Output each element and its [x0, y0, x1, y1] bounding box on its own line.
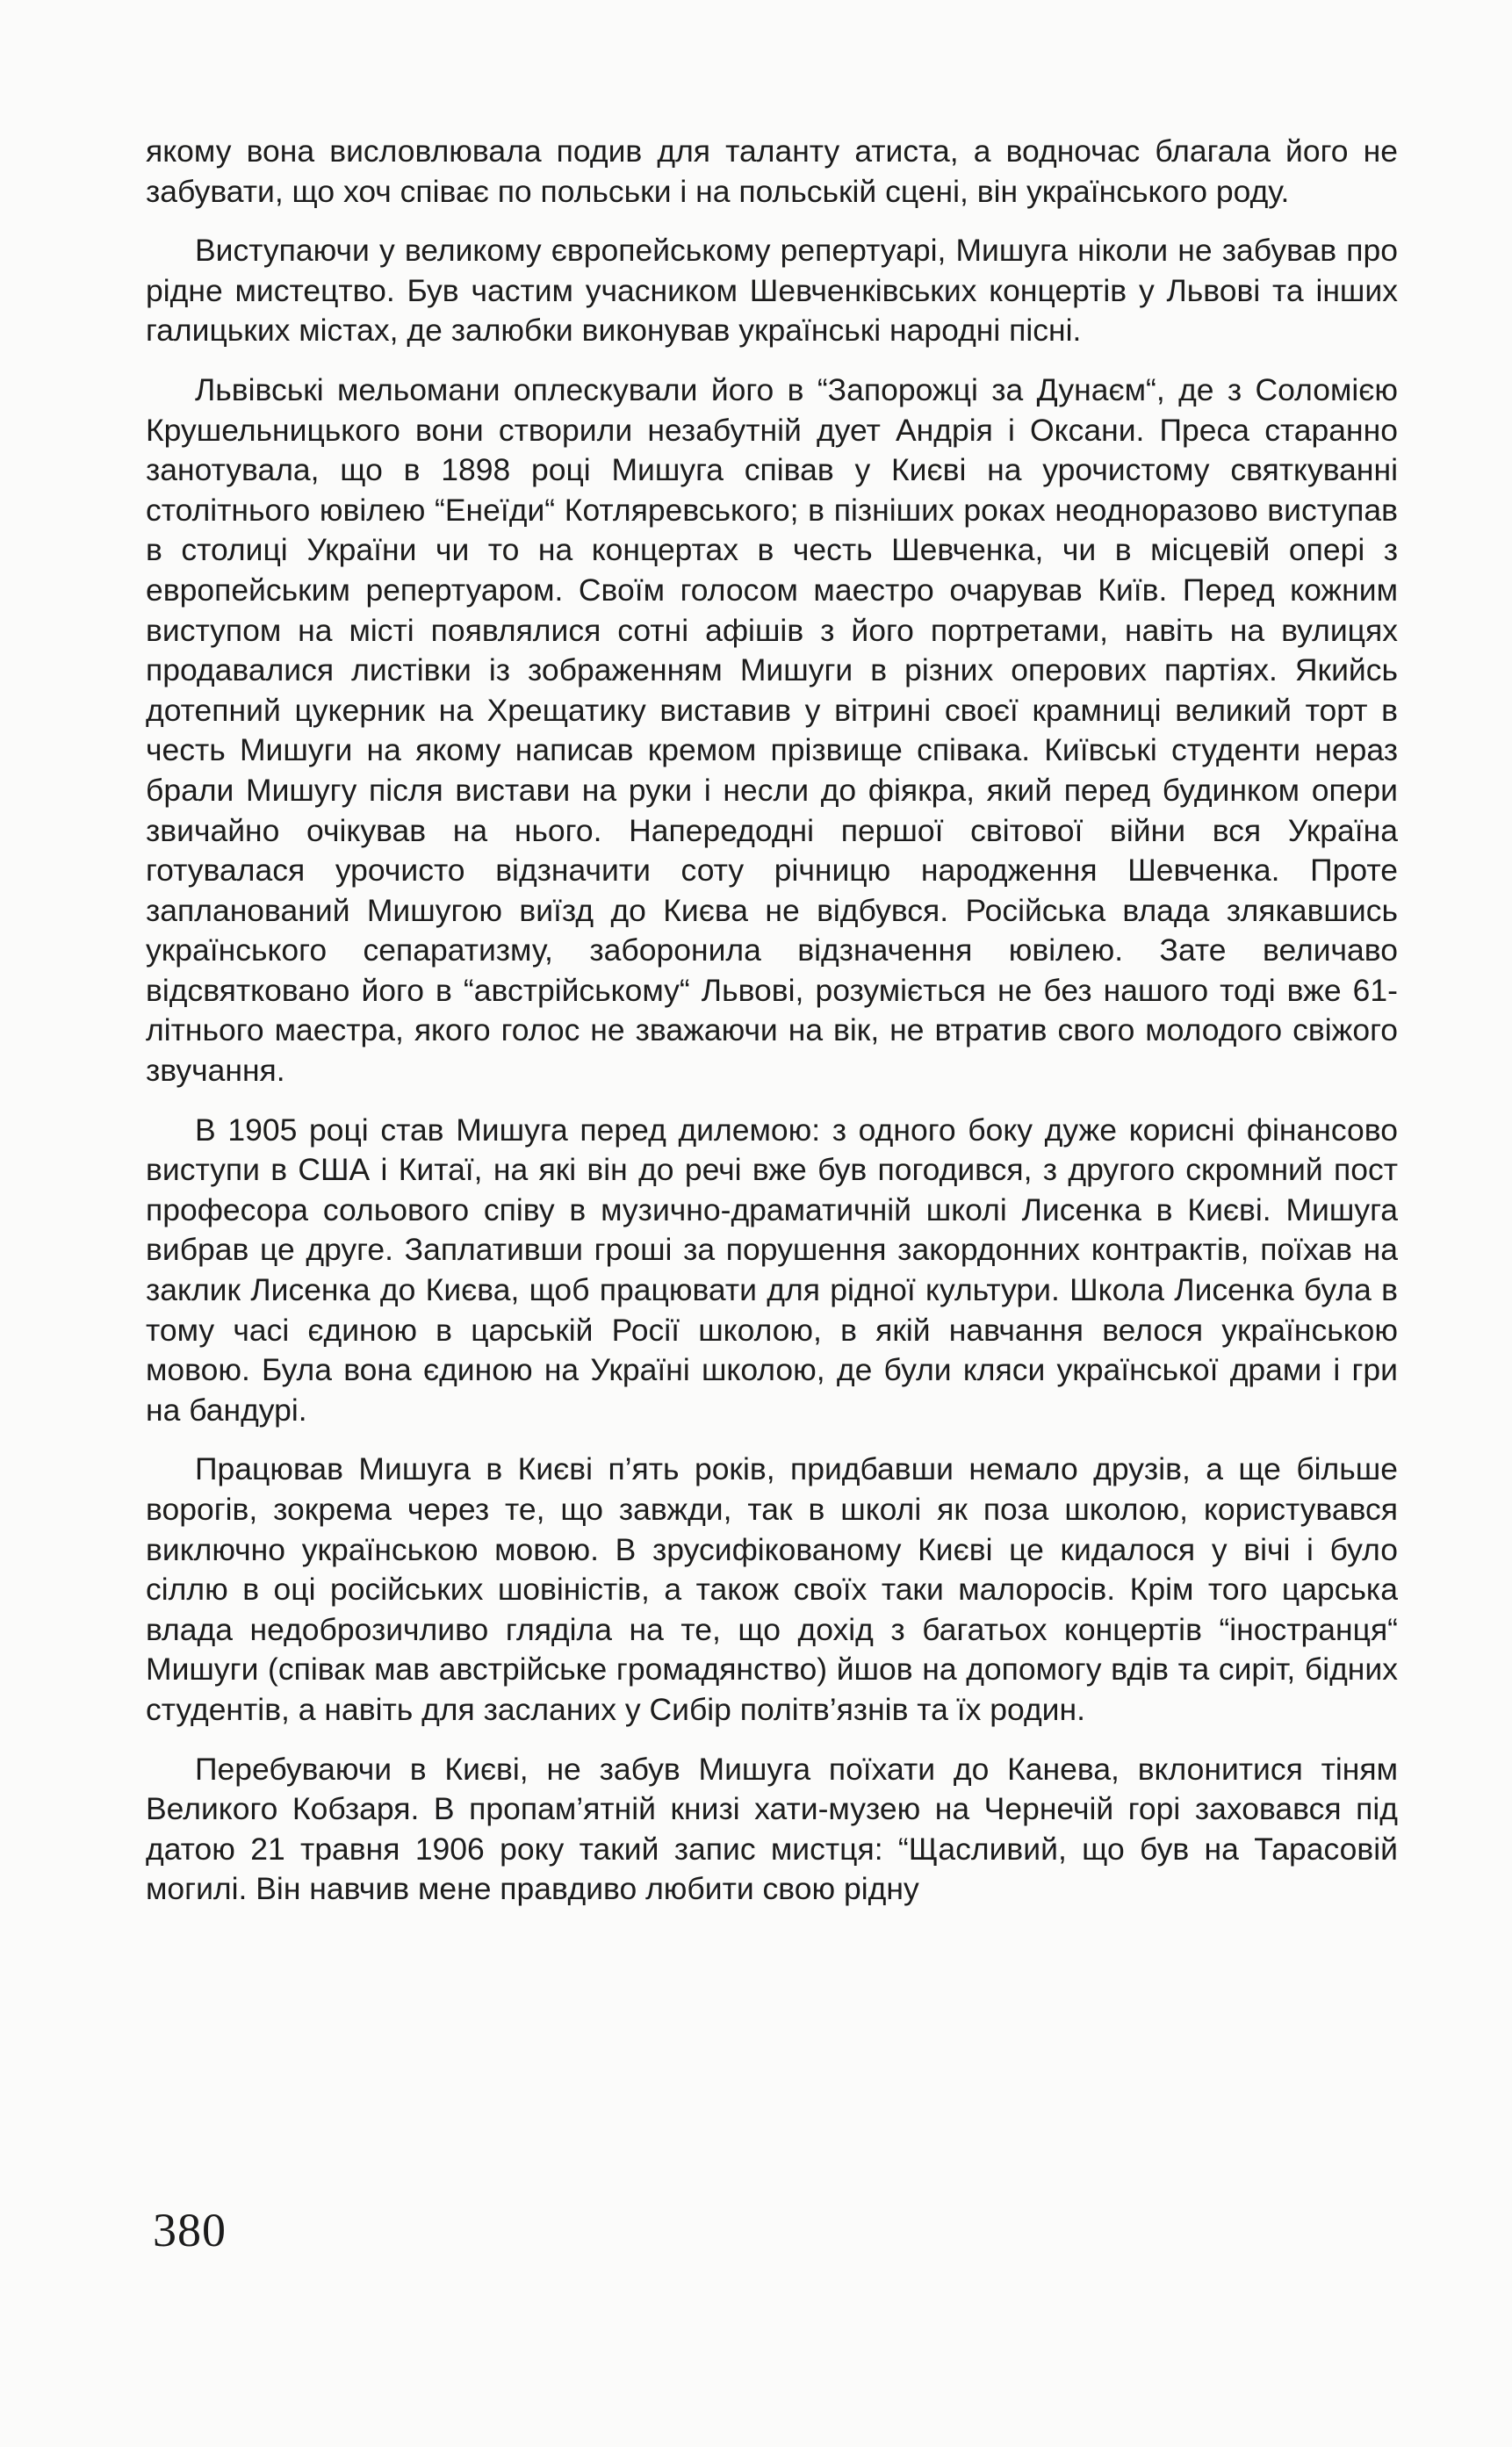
page-number: 380: [153, 2204, 227, 2256]
body-text: [146, 132, 1398, 1929]
paragraph-5: Працював Мишуга в Києві п’ять років, придбавши немало друзів, а ще більше ворогів, зокрема через те, що завжди, так в школі як поза школою, користувався виключно українською мовою. В зрусифікованому Києві це кидалося у вічі і було сіллю в оці російських шовіністів, а також своїх таки малоросів. Крім того царська влада недоброзичливо гляділа на те, що дохід з багатьох концертів “іностранця“ Мишуги (співак мав австрійське громадянство) йшов на допомогу вдів та сиріт, бідних студентів, а навіть для засланих у Сибір політв’язнів та їх родин.: [146, 1451, 1398, 1727]
paragraph-1: якому вона висловлювала подив для таланту атиста, а водночас благала його не забувати, що хоч співає по польськи і на польській сцені, він українського роду.: [146, 133, 1398, 209]
paragraph-4: В 1905 році став Мишуга перед дилемою: з одного боку дуже корисні фінансово виступи в США і Китаї, на які він до речі вже був погодився, з другого скромний пост професора сольового співу в музично-драматичній школі Лисенка в Києві. Мишуга вибрав це друге. Заплативши гроші за порушення закордонних контрактів, поїхав на заклик Лисенка до Києва, щоб працювати для рідної культури. Школа Лисенка була в тому часі єдиною в царській Росії школою, в якій навчання велося українською мовою. Була вона єдиною на Україні школою, де були кляси української драми і гри на бандурі.: [146, 1112, 1398, 1428]
paragraph-3: Львівські мельомани оплескували його в “Запорожці за Дунаєм“, де з Соломією Крушельницького вони створили незабутній дует Андрія і Оксани. Преса старанно занотувала, що в 1898 році Мишуга співав у Києві на урочистому святкуванні столітнього ювілею “Енеїди“ Котляревського; в пізніших роках неодноразово виступав в столиці України чи то на концертах в честь Шевченка, чи в місцевій опері з европейським репертуаром. Своїм голосом маестро очарував Київ. Перед кожним виступом на місті появлялися сотні афішів з його портретами, навіть на вулицях продавалися листівки із зображенням Мишуги в різних оперових партіях. Якийсь дотепний цукерник на Хрещатику виставив у вітрині своєї крамниці великий торт в честь Мишуги на якому написав кремом прізвище співака. Київські студенти нераз брали Мишугу після вистави на руки і несли до фіякра, який перед будинком опери звичайно очікував на нього. Напередодні першої світової війни вся Україна готувалася урочисто відзначити соту річницю народження Шевченка. Проте запланований Мишугою виїзд до Києва не відбувся. Російська влада злякавшись українського сепаратизму, заборонила відзначення ювілею. Зате величаво відсвятковано його в “австрійському“ Львові, розуміється не без нашого тоді вже 61-літнього маестра, якого голос не зважаючи на вік, не втратив свого молодого свіжого звучання.: [146, 371, 1398, 1089]
paragraph-6: Перебуваючи в Києві, не забув Мишуга поїхати до Канева, вклонитися тіням Великого Кобзаря. В пропам’ятній книзі хати-музею на Чернечій горі заховався під датою 21 травня 1906 року такий запис мистця: “Щасливий, що був на Тарасовій могилі. Він навчив мене правдиво любити свою рідну: [146, 1751, 1398, 1907]
paragraph-2: Виступаючи у великому європейському репертуарі, Мишуга ніколи не забував про рідне мистецтво. Був частим учасником Шевченківських концертів у Львові та інших галицьких містах, де залюбки виконував українські народні пісні.: [146, 233, 1398, 349]
